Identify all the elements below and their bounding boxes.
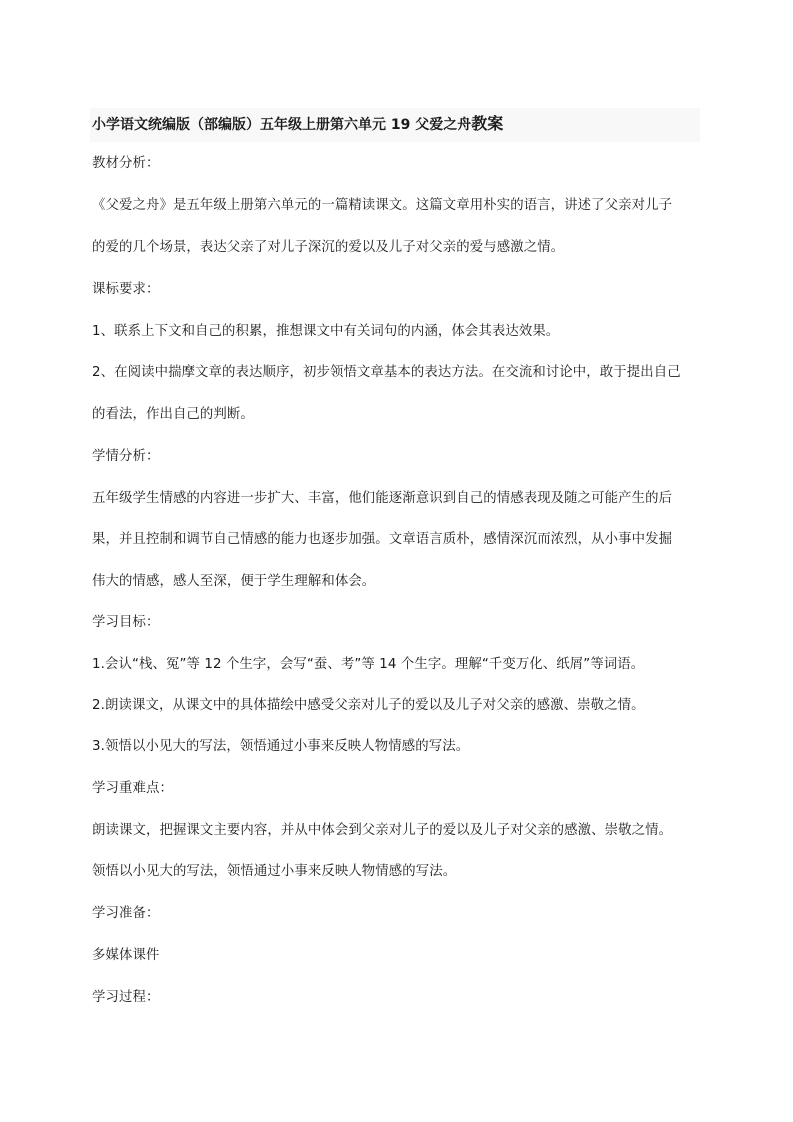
paragraph-line: 的爱的几个场景，表达父亲了对儿子深沉的爱以及儿子对父亲的爱与感激之情。: [92, 240, 565, 255]
paragraph-line: 五年级学生情感的内容进一步扩大、丰富，他们能逐渐意识到自己的情感表现及随之可能产生的后: [92, 491, 673, 506]
paragraph-line: 的看法，作出自己的判断。: [92, 407, 254, 422]
heading-textbook-analysis: 教材分析：: [92, 156, 160, 171]
paragraph-line: 伟大的情感，感人至深，便于学生理解和体会。: [92, 574, 376, 589]
paragraph-line: 3.领悟以小见大的写法，领悟通过小事来反映人物情感的写法。: [92, 739, 470, 754]
heading-curriculum-requirements: 课标要求：: [92, 282, 160, 297]
heading-student-analysis: 学情分析：: [92, 449, 160, 464]
heading-key-difficulties: 学习重难点：: [92, 781, 173, 796]
paragraph-line: 1、联系上下文和自己的积累，推想课文中有关词句的内涵，体会其表达效果。: [92, 324, 560, 339]
document-title-tail: 教案: [471, 114, 504, 133]
paragraph-line: 果，并且控制和调节自己情感的能力也逐步加强。文章语言质朴，感情深沉而浓烈，从小事中发掘: [92, 532, 673, 547]
paragraph-line: 领悟以小见大的写法，领悟通过小事来反映人物情感的写法。: [92, 864, 457, 879]
document-title: [92, 114, 702, 135]
heading-learning-process: 学习过程：: [92, 990, 160, 1005]
paragraph-line: 朗读课文，把握课文主要内容，并从中体会到父亲对儿子的爱以及儿子对父亲的感激、崇敬之情。: [92, 823, 673, 838]
heading-learning-preparation: 学习准备：: [92, 906, 160, 921]
paragraph-line: 1.会认“栈、冤”等 12 个生字，会写“蚕、考”等 14 个生字。理解“千变万化、纸屑”等词语。: [92, 657, 645, 672]
heading-learning-objectives: 学习目标：: [92, 615, 160, 630]
paragraph-line: 《父爱之舟》是五年级上册第六单元的一篇精读课文。这篇文章用朴实的语言，讲述了父亲对儿子: [92, 198, 673, 213]
paragraph-line: 2.朗读课文，从课文中的具体描绘中感受父亲对儿子的爱以及儿子对父亲的感激、崇敬之情。: [92, 698, 645, 713]
paragraph-line: 2、在阅读中揣摩文章的表达顺序，初步领悟文章基本的表达方法。在交流和讨论中，敢于提出自己: [92, 365, 681, 380]
paragraph-line: 多媒体课件: [92, 948, 160, 963]
document-title-main: 小学语文统编版（部编版）五年级上册第六单元 19 父爱之舟: [92, 117, 472, 133]
